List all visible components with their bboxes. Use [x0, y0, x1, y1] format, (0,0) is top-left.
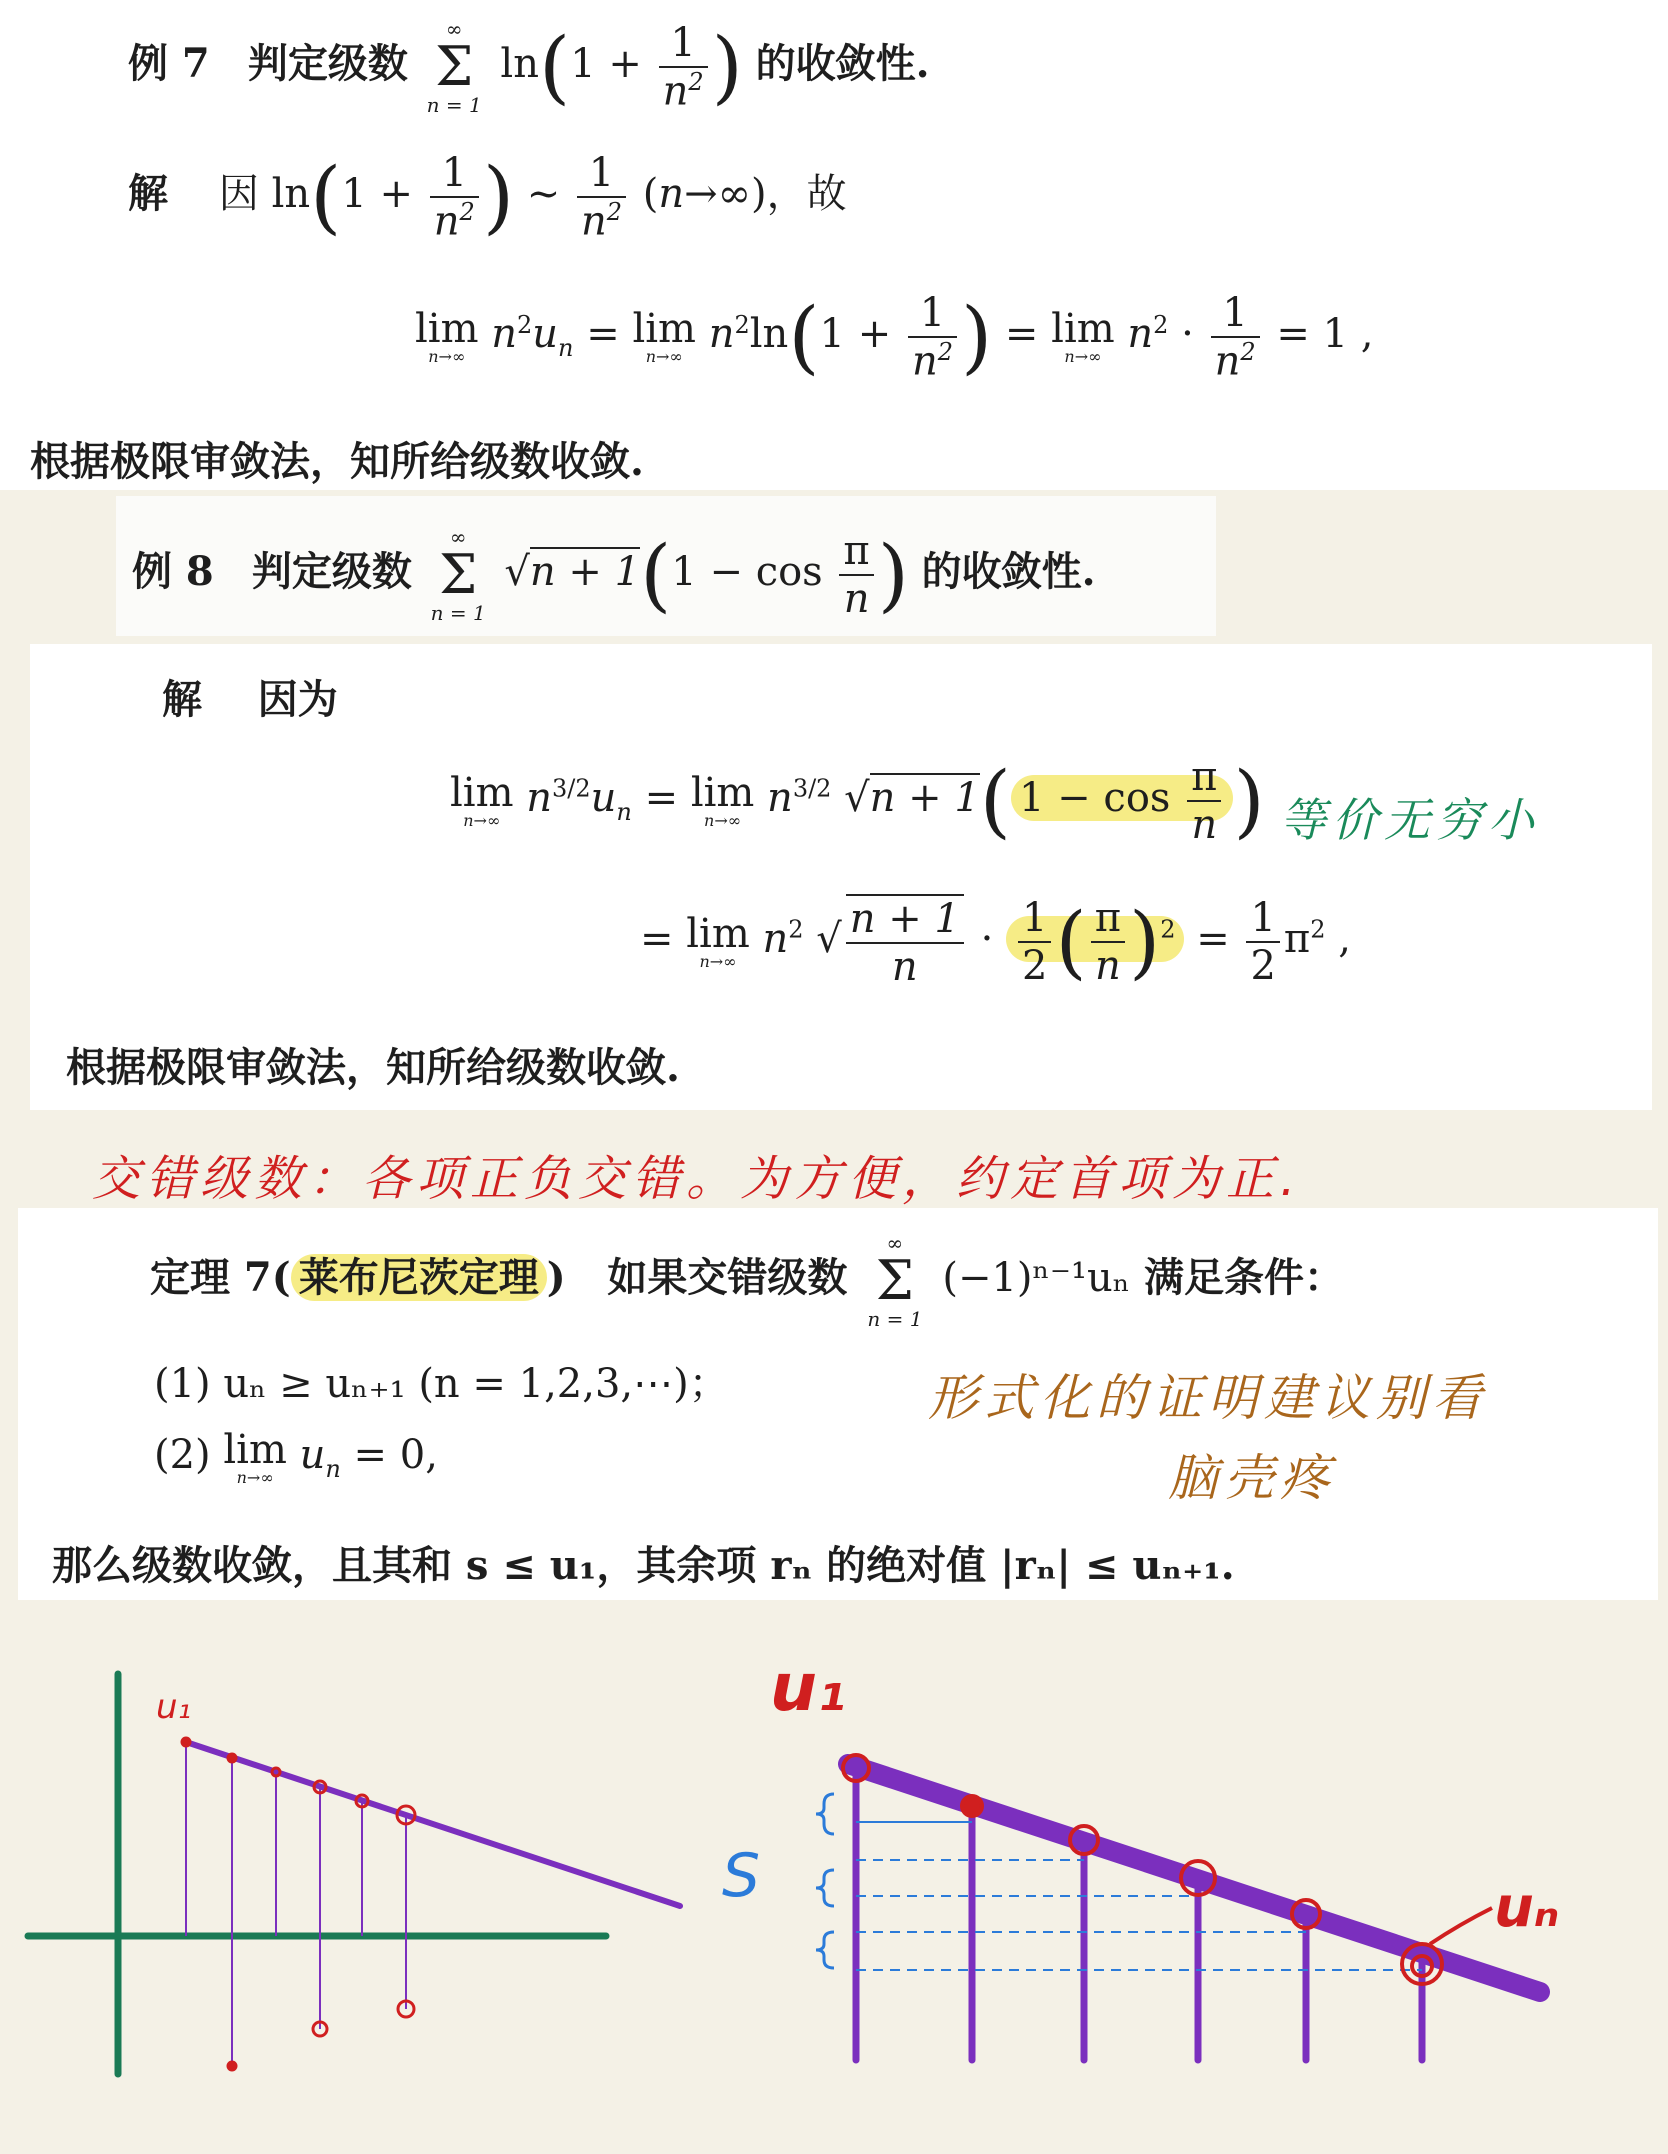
example7-conclusion: 根据极限审敛法，知所给级数收敛. — [30, 438, 644, 485]
example8-solution-panel — [30, 644, 1652, 1110]
theorem7-series: (−1)ⁿ⁻¹uₙ — [942, 1255, 1131, 1301]
example8-solution-heading — [162, 668, 338, 725]
thick-decreasing-line — [848, 1764, 1540, 1992]
theorem7-condition-2: (2) lim n→∞ $u_n = 0$, — [154, 1427, 438, 1487]
example8-prompt-tail: 的收敛性. — [921, 548, 1096, 595]
example8-solution-label: 解 — [162, 676, 202, 723]
example8-prompt: 例 8 判定级数 ∞ Σ n = 1 √n + 1(1 − cos $\frac{\pi}{n}$ ) 的收敛性. — [132, 525, 1096, 625]
highlight: 1 − cos $\frac{\pi}{n}$ — [1011, 775, 1233, 821]
right-label-u1: u₁ — [770, 1649, 846, 1726]
theorem7-condition-1: (1) uₙ ≥ uₙ₊₁ (n = 1,2,3,⋯)； — [154, 1361, 729, 1407]
theorem7-lead: 如果交错级数 — [607, 1254, 848, 1301]
example8-equation-2: = lim n→∞ $n^2$ √ $\frac{n + 1}{n}$ · $\frac{1}{2}$ ( $\frac{\pi}{n}$ )$^2$ = $\frac{1}{2}$ $\pi^2$ , — [640, 895, 1351, 990]
example7-solution-line: 解 因 ln(1 + $\frac{1}{n^2}$ ) ~ $\frac{1}{n^2}$ (n→∞)，故 — [128, 150, 847, 245]
right-label-un: uₙ — [1494, 1875, 1560, 1940]
left-sketch — [28, 1674, 680, 2074]
example7-limit-equation: lim n→∞ $n^2u_n = \lim$ n→∞ $n^2\ln(1$ + $\frac{1}{n^2}$ ) = lim n→∞ $n^2$ · $\frac{1}{n^2}$ = 1 , — [415, 290, 1374, 385]
example8-equation-1: lim n→∞ $n^{3/2}u_n = \lim$ n→∞ $n^{3/2}$ √n + 1( 1 − cos $\frac{\pi}{n}$ ) — [450, 754, 1265, 848]
handwritten-note-alternating-series: 交错级数：各项正负交错。为方便，约定首项为正. — [92, 1151, 1302, 1207]
example8-solution-line: 因为 — [257, 676, 338, 723]
example7-label: 例 7 — [128, 40, 210, 87]
example8-conclusion: 根据极限审敛法，知所给级数收敛. — [66, 1044, 680, 1091]
right-label-s: S — [722, 1841, 761, 1911]
sum-symbol: ∞ Σ n = 1 — [430, 525, 486, 625]
sum-symbol: ∞ Σ n = 1 — [867, 1231, 923, 1331]
example7-prompt-tail: 的收敛性. — [755, 40, 930, 87]
theorem7-label: 定理 7 — [150, 1254, 272, 1301]
sketch-area — [0, 1634, 1668, 2154]
left-label-u1: u₁ — [156, 1687, 192, 1727]
example8-label: 例 8 — [132, 548, 214, 595]
example8-prompt-lead: 判定级数 — [251, 548, 412, 595]
example8-prompt-panel — [116, 496, 1216, 636]
highlight: $\frac{1}{2}$ ( $\frac{\pi}{n}$ )$^2$ — [1006, 916, 1183, 962]
example7-solution-label: 解 — [128, 170, 168, 218]
theorem7-heading: 定理 7( 莱布尼茨定理 ) 如果交错级数 ∞ Σ n = 1 (−1)ⁿ⁻¹uₙ 满足条件： — [150, 1231, 1344, 1331]
theorem7-name: 莱布尼茨定理 — [291, 1254, 547, 1301]
handwritten-note-equivalent: 等价无穷小 — [1280, 793, 1540, 847]
theorem7-panel — [18, 1208, 1658, 1600]
decreasing-line — [186, 1742, 680, 1906]
example7-panel — [0, 0, 1668, 490]
example7-prompt: 例 7 判定级数 ∞ Σ n = 1 ln(1 + $\frac{1}{n^2}$ ) 的收敛性. — [128, 17, 930, 117]
handwritten-note-proof: 形式化的证明建议别看 — [928, 1369, 1488, 1427]
handwritten-note-headache: 脑壳疼 — [1168, 1449, 1336, 1507]
example7-prompt-lead: 判定级数 — [247, 40, 408, 87]
theorem7-tail: 满足条件： — [1144, 1254, 1344, 1301]
right-sketch — [722, 1649, 1559, 2060]
sum-symbol: ∞ Σ n = 1 — [426, 17, 482, 117]
theorem7-conclusion: 那么级数收敛，且其和 s ≤ u₁，其余项 rₙ 的绝对值 |rₙ| ≤ uₙ₊₁. — [52, 1542, 1235, 1589]
